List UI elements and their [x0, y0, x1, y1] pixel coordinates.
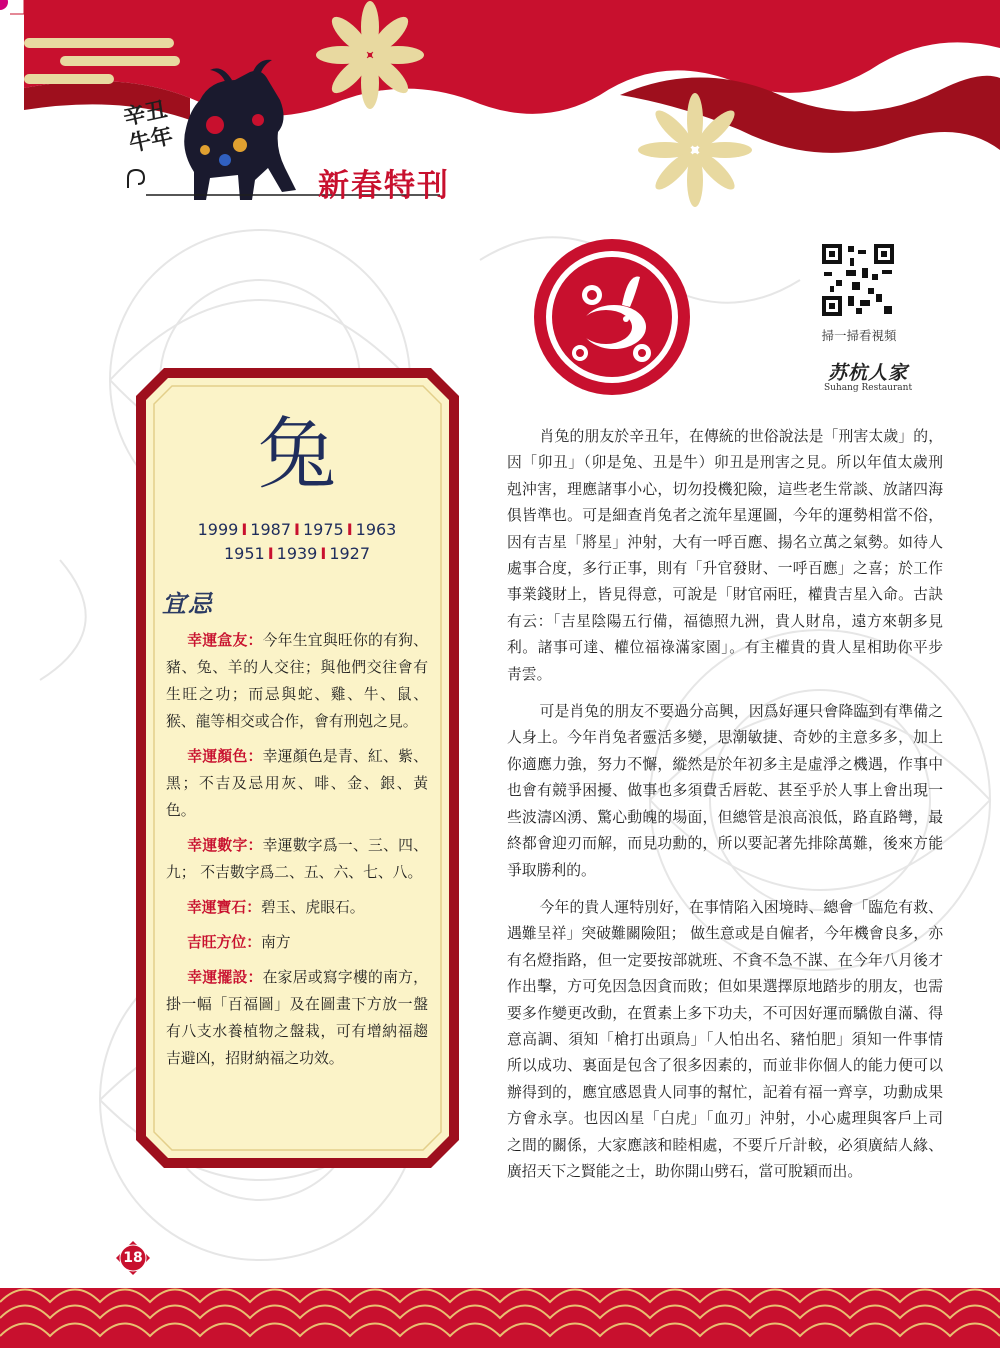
header-badge-text: 辛丑牛年	[121, 96, 176, 158]
header-title: 新春特刊	[318, 168, 450, 204]
year: 1939	[276, 544, 318, 563]
item-key: 幸運盒友：	[187, 632, 263, 649]
section-title: 宜忌	[162, 589, 214, 618]
lucky-gems-item	[166, 894, 428, 921]
article-paragraph: 肖兔的朋友於辛丑年，在傳統的世俗說法是「刑害太歲」的，因「卯丑」（卯是兔、丑是牛）卯丑是刑害之見。所以年值太歲刑剋沖害，理應諸事小心，切勿投機犯險，這些老生常談、放諸四海俱皆準也。可是細查肖兔者之流年星運圖，今年的運勢相當不俗，因有吉星「將星」沖射，大有一呼百應、揚名立萬之氣勢。如待人處事合度，多行正事，則有「升官發財、一呼百應」之喜；於工作事業錢財上，皆見得意，可說是「財官兩旺，權貴吉星入命。古訣有云：「吉星陰陽五行備，福德照九洲，貴人財帛，遠方來朝多見利。諸事可達、權位福祿滿家園」。有主權貴的貴人星相助你平步靑雲。	[507, 428, 943, 683]
zodiac-years	[166, 518, 428, 566]
year: 1975	[302, 520, 344, 539]
item-key: 吉旺方位：	[187, 934, 261, 951]
item-text: 南方	[261, 934, 291, 951]
year: 1987	[250, 520, 292, 539]
year: 1951	[223, 544, 265, 563]
item-text: 碧玉、虎眼石。	[261, 899, 365, 916]
year-separator: I	[267, 544, 274, 563]
item-key: 幸運數字：	[187, 837, 263, 854]
footer-wave-pattern	[0, 1288, 1000, 1348]
year: 1999	[197, 520, 239, 539]
lucky-direction-item	[166, 929, 428, 956]
year-separator: I	[241, 520, 248, 539]
suhang-logo	[822, 358, 914, 393]
zodiac-card	[130, 362, 465, 1174]
lucky-colors-item	[166, 743, 428, 824]
lucky-numbers-item	[166, 832, 428, 886]
year-separator: I	[320, 544, 327, 563]
item-text: 幸運顏色是青、紅、紫、黑；不吉及忌用灰、啡、金、銀、黃色。	[166, 748, 428, 819]
year: 1927	[329, 544, 371, 563]
logo-chinese: 苏杭人家	[827, 362, 908, 384]
year: 1963	[355, 520, 397, 539]
article-paragraph: 今年的貴人運特別好，在事情陷入困境時、總會「臨危有救、遇難呈祥」突破難關險阻； 做生意或是自僱者，今年機會良多，亦有名燈指路，但一定要按部就班、不貪不急不謀、在今年八月後才作出擊，方可免因急因貪而敗；但如果選擇原地踏步的朋友，也需要多作變更改動，在質素上多下功夫，不可因好運而驕傲自滿、得意高調、須知「槍打出頭鳥」「人怕出名、豬怕肥」須知一件事情所以成功、裏面是包含了很多因素的，而並非你個人的能力便可以辦得到的，應宜感恩貴人同事的幫忙，記着有福一齊享，功勳成果方會永享。也因凶星「白虎」「血刃」沖射，小心處理與客戶上司之間的關係，大家應該和睦相處，不要斤斤計較，必須廣結人緣、廣招天下之賢能之士，助你開山劈石，當可脫穎而出。	[507, 898, 943, 1180]
zodiac-character: 兔	[257, 410, 336, 500]
page-number: 18	[123, 1250, 143, 1266]
item-key: 幸運顏色：	[187, 748, 263, 765]
qr-caption: 掃一掃看視頻	[821, 328, 897, 343]
year-separator: I	[346, 520, 353, 539]
lucky-decoration-item	[166, 964, 428, 1072]
lucky-friends-item	[166, 627, 428, 735]
years-line-2	[166, 542, 428, 566]
item-text: 幸運數字爲一、三、四、九； 不吉數字爲二、五、六、七、八。	[166, 837, 428, 881]
item-key: 幸運寶石：	[187, 899, 261, 916]
rabbit-papercut-image	[530, 235, 695, 400]
article-paragraph: 可是肖兔的朋友不要過分高興，因爲好運只會降臨到有準備之人身上。今年肖兔者靈活多變，思潮敏捷、奇妙的主意多多，加上你適應力強，努力不懈，縱然是於年初多主是虛淨之機遇，作事中也會有競爭困擾、做事也多須費舌唇乾、甚至乎於人事上會出現一些波濤凶湧、驚心動魄的場面，但總管是浪高浪低，路直路彎，最終都會迎刃而解，而見功勳的，所以要記著先排除萬難，後來方能爭取勝利的。	[507, 703, 943, 879]
item-key: 幸運擺設：	[187, 969, 263, 986]
years-line-1	[166, 518, 428, 542]
year-separator: I	[294, 520, 300, 539]
item-text: 今年生宜與旺你的有狗、豬、兔、羊的人交往；與他們交往會有生旺之功；而忌與蛇、雞、牛、鼠、猴、龍等相交或合作，會有刑剋之見。	[166, 632, 428, 730]
logo-english: Suhang Restaurant	[823, 383, 913, 393]
qr-code-icon[interactable]	[822, 244, 894, 316]
item-text: 在家居或寫字樓的南方，掛一幅「百福圖」及在圖畫下方放一盤有八支水養植物之盤栽，可有增納福趨吉避凶，招財納福之功效。	[166, 969, 428, 1067]
article-body	[507, 424, 943, 1196]
